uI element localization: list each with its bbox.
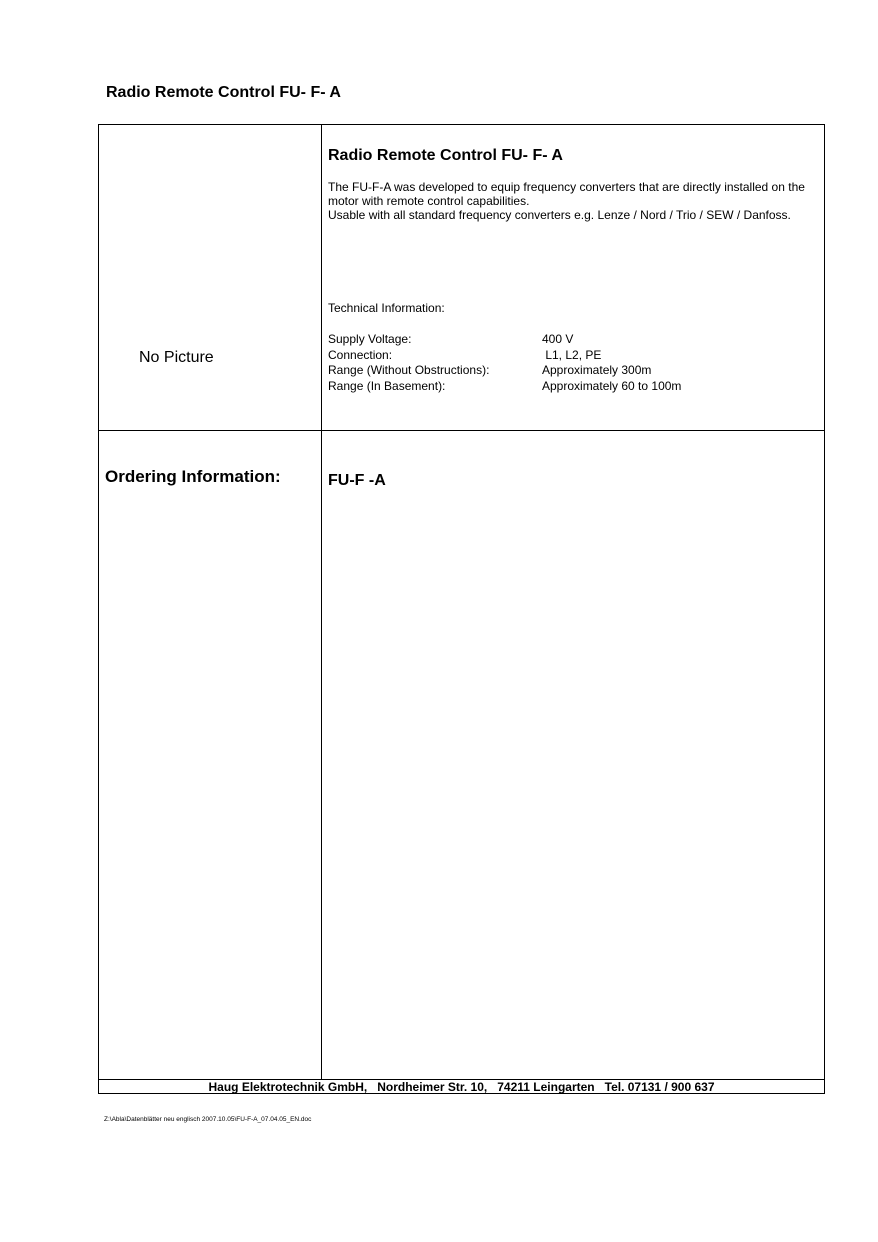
spec-row-supply-voltage [328,332,681,348]
description-paragraph: Usable with all standard frequency converters e.g. Lenze / Nord / Trio / SEW / Danfoss. [328,208,791,222]
column-divider [321,125,322,1080]
spec-label: Connection: [328,347,393,362]
description-paragraph: The FU-F-A was developed to equip frequency converters that are directly installed on the motor with remote control capabilities. [328,180,805,208]
spec-table [328,332,681,394]
company-footer: Haug Elektrotechnik GmbH, Nordheimer Str. 10, 74211 Leingarten Tel. 07131 / 900 637 [208,1080,715,1094]
spec-row-range-open [328,363,681,379]
page-title: Radio Remote Control FU- F- A [106,84,341,101]
spec-row-range-basement [328,379,681,395]
spec-value: L1, L2, PE [542,347,602,362]
file-path: Z:\Abla\Datenblätter neu englisch 2007.10.05\FU-F-A_07.04.05_EN.doc [104,1116,312,1123]
spec-label: Range (Without Obstructions): [328,363,490,377]
spec-value: 400 V [542,332,574,346]
technical-heading: Technical Information: [328,301,445,315]
spec-value: Approximately 60 to 100m [542,378,682,393]
section-divider [99,430,824,431]
no-picture-placeholder: No Picture [139,349,214,366]
product-title: Radio Remote Control FU- F- A [328,147,563,164]
spec-value: Approximately 300m [542,363,652,377]
spec-label: Supply Voltage: [328,332,412,346]
ordering-heading: Ordering Information: [105,467,281,486]
datasheet-frame [98,124,825,1094]
order-code: FU-F -A [328,472,386,489]
spec-row-connection [328,348,681,364]
spec-label: Range (In Basement): [328,378,446,393]
product-description [328,180,820,222]
